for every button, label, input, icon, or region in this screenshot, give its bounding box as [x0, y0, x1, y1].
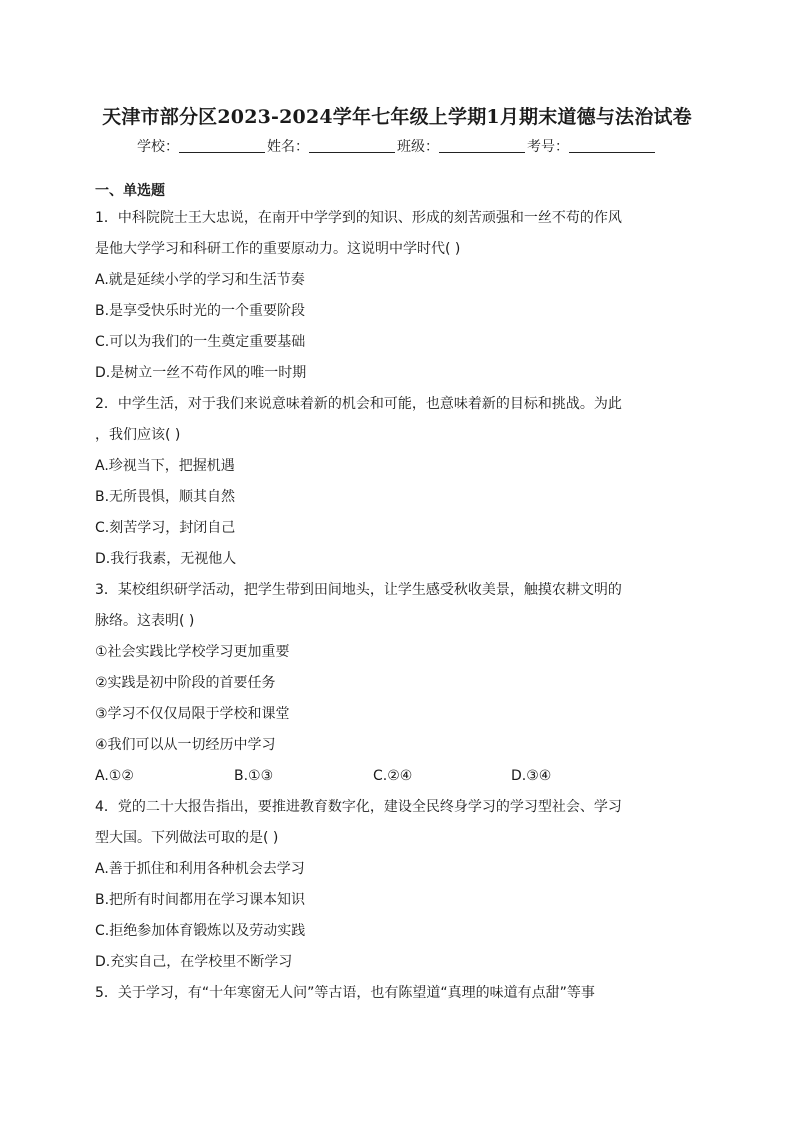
- questions: [95, 203, 700, 1009]
- number-label: 考号：: [527, 139, 569, 155]
- question-4-option-a: A.善于抓住和利用各种机会去学习: [95, 861, 305, 877]
- question-4-option-c: C.拒绝参加体育锻炼以及劳动实践: [95, 923, 306, 939]
- question-2-option-c: C.刻苦学习，封闭自己: [95, 520, 236, 536]
- school-blank[interactable]: [179, 138, 265, 153]
- question-3-options-row: [95, 761, 700, 792]
- student-info-line: [0, 136, 794, 156]
- question-3-option-c: C.②④: [373, 768, 413, 784]
- question-2-stem-line-1: 2．中学生活，对于我们来说意味着新的机会和可能，也意味着新的目标和挑战。为此: [95, 396, 622, 412]
- question-3-option-d: D.③④: [511, 768, 552, 784]
- question-3-statement-1: ①社会实践比学校学习更加重要: [95, 644, 290, 660]
- question-3-option-b: B.①③: [234, 768, 274, 784]
- question-3-stem-line-1: 3．某校组织研学活动，把学生带到田间地头，让学生感受秋收美景，触摸农耕文明的: [95, 582, 622, 598]
- question-3-statement-3: ③学习不仅仅局限于学校和课堂: [95, 706, 290, 722]
- question-1-stem-line-1: 1．中科院院士王大忠说，在南开中学学到的知识、形成的刻苦顽强和一丝不苟的作风: [95, 210, 622, 226]
- page-title: 天津市部分区2023-2024学年七年级上学期1月期末道德与法治试卷: [102, 106, 692, 128]
- question-3-option-a: A.①②: [95, 768, 134, 784]
- question-2-option-b: B.无所畏惧，顺其自然: [95, 489, 236, 505]
- question-5-stem-line-1: 5．关于学习，有“十年寒窗无人问”等古语，也有陈望道“真理的味道有点甜”等事: [95, 985, 595, 1001]
- question-4-option-b: B.把所有时间都用在学习课本知识: [95, 892, 306, 908]
- name-label: 姓名：: [267, 139, 309, 155]
- class-blank[interactable]: [439, 138, 525, 153]
- question-4-stem-line-1: 4．党的二十大报告指出，要推进教育数字化，建设全民终身学习的学习型社会、学习: [95, 799, 622, 815]
- question-4-stem-line-2: 型大国。下列做法可取的是( ): [95, 830, 279, 846]
- question-2-stem-line-2: ，我们应该( ): [95, 427, 181, 443]
- number-blank[interactable]: [569, 138, 655, 153]
- section-title: 一、单选题: [95, 183, 165, 199]
- question-1-option-b: B.是享受快乐时光的一个重要阶段: [95, 303, 306, 319]
- school-label: 学校：: [137, 139, 179, 155]
- question-4-option-d: D.充实自己，在学校里不断学习: [95, 954, 293, 970]
- question-1-stem-line-2: 是他大学学习和科研工作的重要原动力。这说明中学时代( ): [95, 241, 461, 257]
- question-2-option-a: A.珍视当下，把握机遇: [95, 458, 235, 474]
- class-label: 班级：: [397, 139, 439, 155]
- question-2-option-d: D.我行我素，无视他人: [95, 551, 237, 567]
- question-1-option-d: D.是树立一丝不苟作风的唯一时期: [95, 365, 307, 381]
- question-1-option-a: A.就是延续小学的学习和生活节奏: [95, 272, 305, 288]
- question-3-statement-2: ②实践是初中阶段的首要任务: [95, 675, 276, 691]
- question-3-stem-line-2: 脉络。这表明( ): [95, 613, 195, 629]
- question-3-statement-4: ④我们可以从一切经历中学习: [95, 737, 276, 753]
- name-blank[interactable]: [309, 138, 395, 153]
- question-1-option-c: C.可以为我们的一生奠定重要基础: [95, 334, 306, 350]
